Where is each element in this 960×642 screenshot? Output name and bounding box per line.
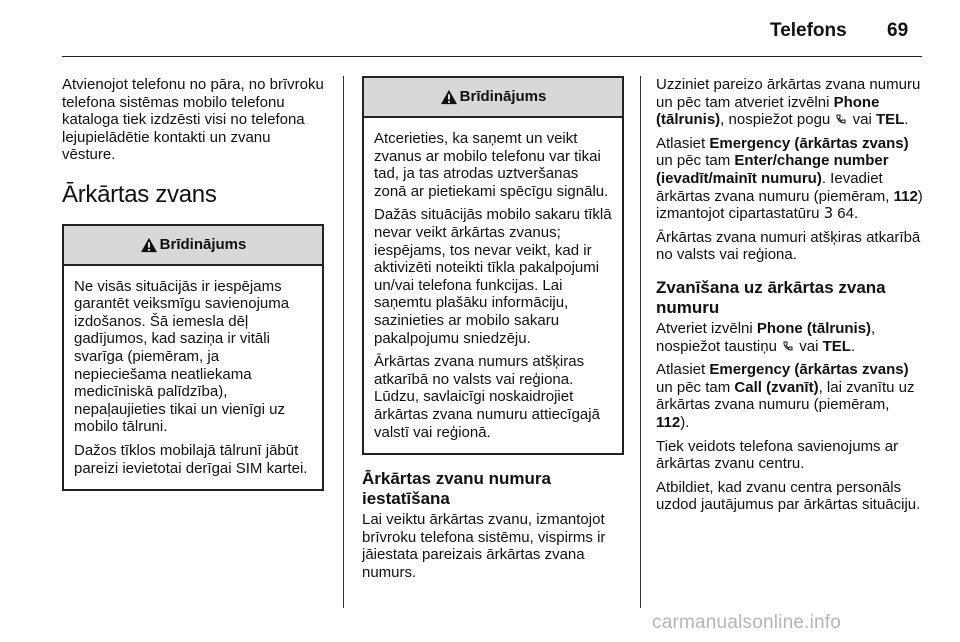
page-title: Telefons xyxy=(770,20,847,41)
left-column xyxy=(62,76,324,491)
warning-body xyxy=(364,118,622,453)
subsection-paragraph: Lai veiktu ārkārtas zvanu, izmantojot brīvroku telefona sistēmu, vispirms ir jāiestata pareizais ārkārtas zvana numurs. xyxy=(362,511,606,581)
phone-button-icon xyxy=(782,340,794,352)
watermark: carmanualsonline.info xyxy=(652,612,842,633)
paragraph-answer: Atbildiet, kad zvanu centra personāls uzdod jautājumus par ārkārtas situāciju. xyxy=(656,478,921,514)
paragraph-call-emergency: Atlasiet Emergency (ārkārtas zvans) un pēc tam Call (zvanīt), lai zvanītu uz ārkārtas zvana numuru (piemēram, 112). xyxy=(656,361,915,431)
warning-header xyxy=(64,226,322,266)
subsection-title: Ārkārtas zvanu numura iestatīšana xyxy=(362,469,551,509)
warning-header xyxy=(364,78,622,118)
header-divider xyxy=(62,56,922,57)
page-reference-symbol: 3 xyxy=(823,204,834,223)
paragraph-numbers-vary: Ārkārtas zvana numuri atšķiras atkarībā no valsts vai reģiona. xyxy=(656,228,921,264)
paragraph-select-emergency: Atlasiet Emergency (ārkārtas zvans) un pēc tam Enter/change number (ievadīt/mainīt numuru). Ievadiet ārkārtas zvana numuru (piemēram, 112) izmantojot cipartastatūru 3 64. xyxy=(656,134,923,223)
intro-paragraph: Atvienojot telefonu no pāra, no brīvroku telefona sistēmas mobilo telefonu kataloga tiek izdzēsti visi no telefona lejupielādētie kontakti un zvanu vēsture. xyxy=(62,76,324,164)
warning-icon xyxy=(440,89,458,105)
warning-box xyxy=(362,76,624,455)
subsection-title: Zvanīšana uz ārkārtas zvana numuru xyxy=(656,277,886,317)
paragraph-open-phone-menu: Uzziniet pareizo ārkārtas zvana numuru un pēc tam atveriet izvēlni Phone (tālrunis), nospiežot pogu vai TEL. xyxy=(656,76,921,129)
warning-title: Brīdinājums xyxy=(159,235,247,253)
warning-paragraph: Dažos tīklos mobilajā tālrunī jābūt pareizi ievietotai derīgai SIM kartei. xyxy=(74,441,308,477)
warning-icon xyxy=(140,237,158,253)
warning-paragraph: Ārkārtas zvana numurs atšķiras atkarībā no valsts vai reģiona. Lūdzu, savlaicīgi noskaidrojiet ārkārtas zvana numuru attiecīgajā valstī vai reģionā. xyxy=(374,353,600,441)
phone-button-icon xyxy=(835,113,847,125)
warning-body xyxy=(64,266,322,490)
warning-box xyxy=(62,224,324,492)
page-number: 69 xyxy=(887,20,909,41)
warning-paragraph: Dažās situācijās mobilo sakaru tīklā nevar veikt ārkārtas zvanus; iespējams, tos nevar veikt, kad ir aktivizēti noteikti tīkla pakalpojumi un/vai telefona funkcijas. Lai saņemtu plašāku informāciju, sazinieties ar mobilo sakaru pakalpojumu sniedzēju. xyxy=(374,206,612,347)
warning-title: Brīdinājums xyxy=(459,88,547,106)
middle-column xyxy=(362,76,624,587)
warning-paragraph: Atcerieties, ka saņemt un veikt zvanus ar mobilo telefonu var tikai tad, ja tas atrodas uztveršanas zonā ar pietiekami spēcīgu signālu. xyxy=(374,130,609,200)
column-divider-left xyxy=(343,76,344,608)
warning-paragraph: Ne visās situācijās ir iespējams garantēt veiksmīgu savienojuma izdošanos. Šā iemesla dēļ gadījumos, kad saziņa ir vitāli svarīga (piemēram, ja nepieciešama neatliekama medicīniskā palīdzība), nepaļaujieties tikai un vienīgi uz mobilo tālruni. xyxy=(74,277,290,436)
paragraph-connection: Tiek veidots telefona savienojums ar ārkārtas zvanu centru. xyxy=(656,437,899,473)
right-column xyxy=(656,76,924,520)
page-header xyxy=(0,0,960,58)
column-divider-right xyxy=(640,76,641,608)
section-title: Ārkārtas zvans xyxy=(62,180,217,208)
paragraph-open-menu: Atveriet izvēlni Phone (tālrunis), nospiežot taustiņu vai TEL. xyxy=(656,319,876,355)
